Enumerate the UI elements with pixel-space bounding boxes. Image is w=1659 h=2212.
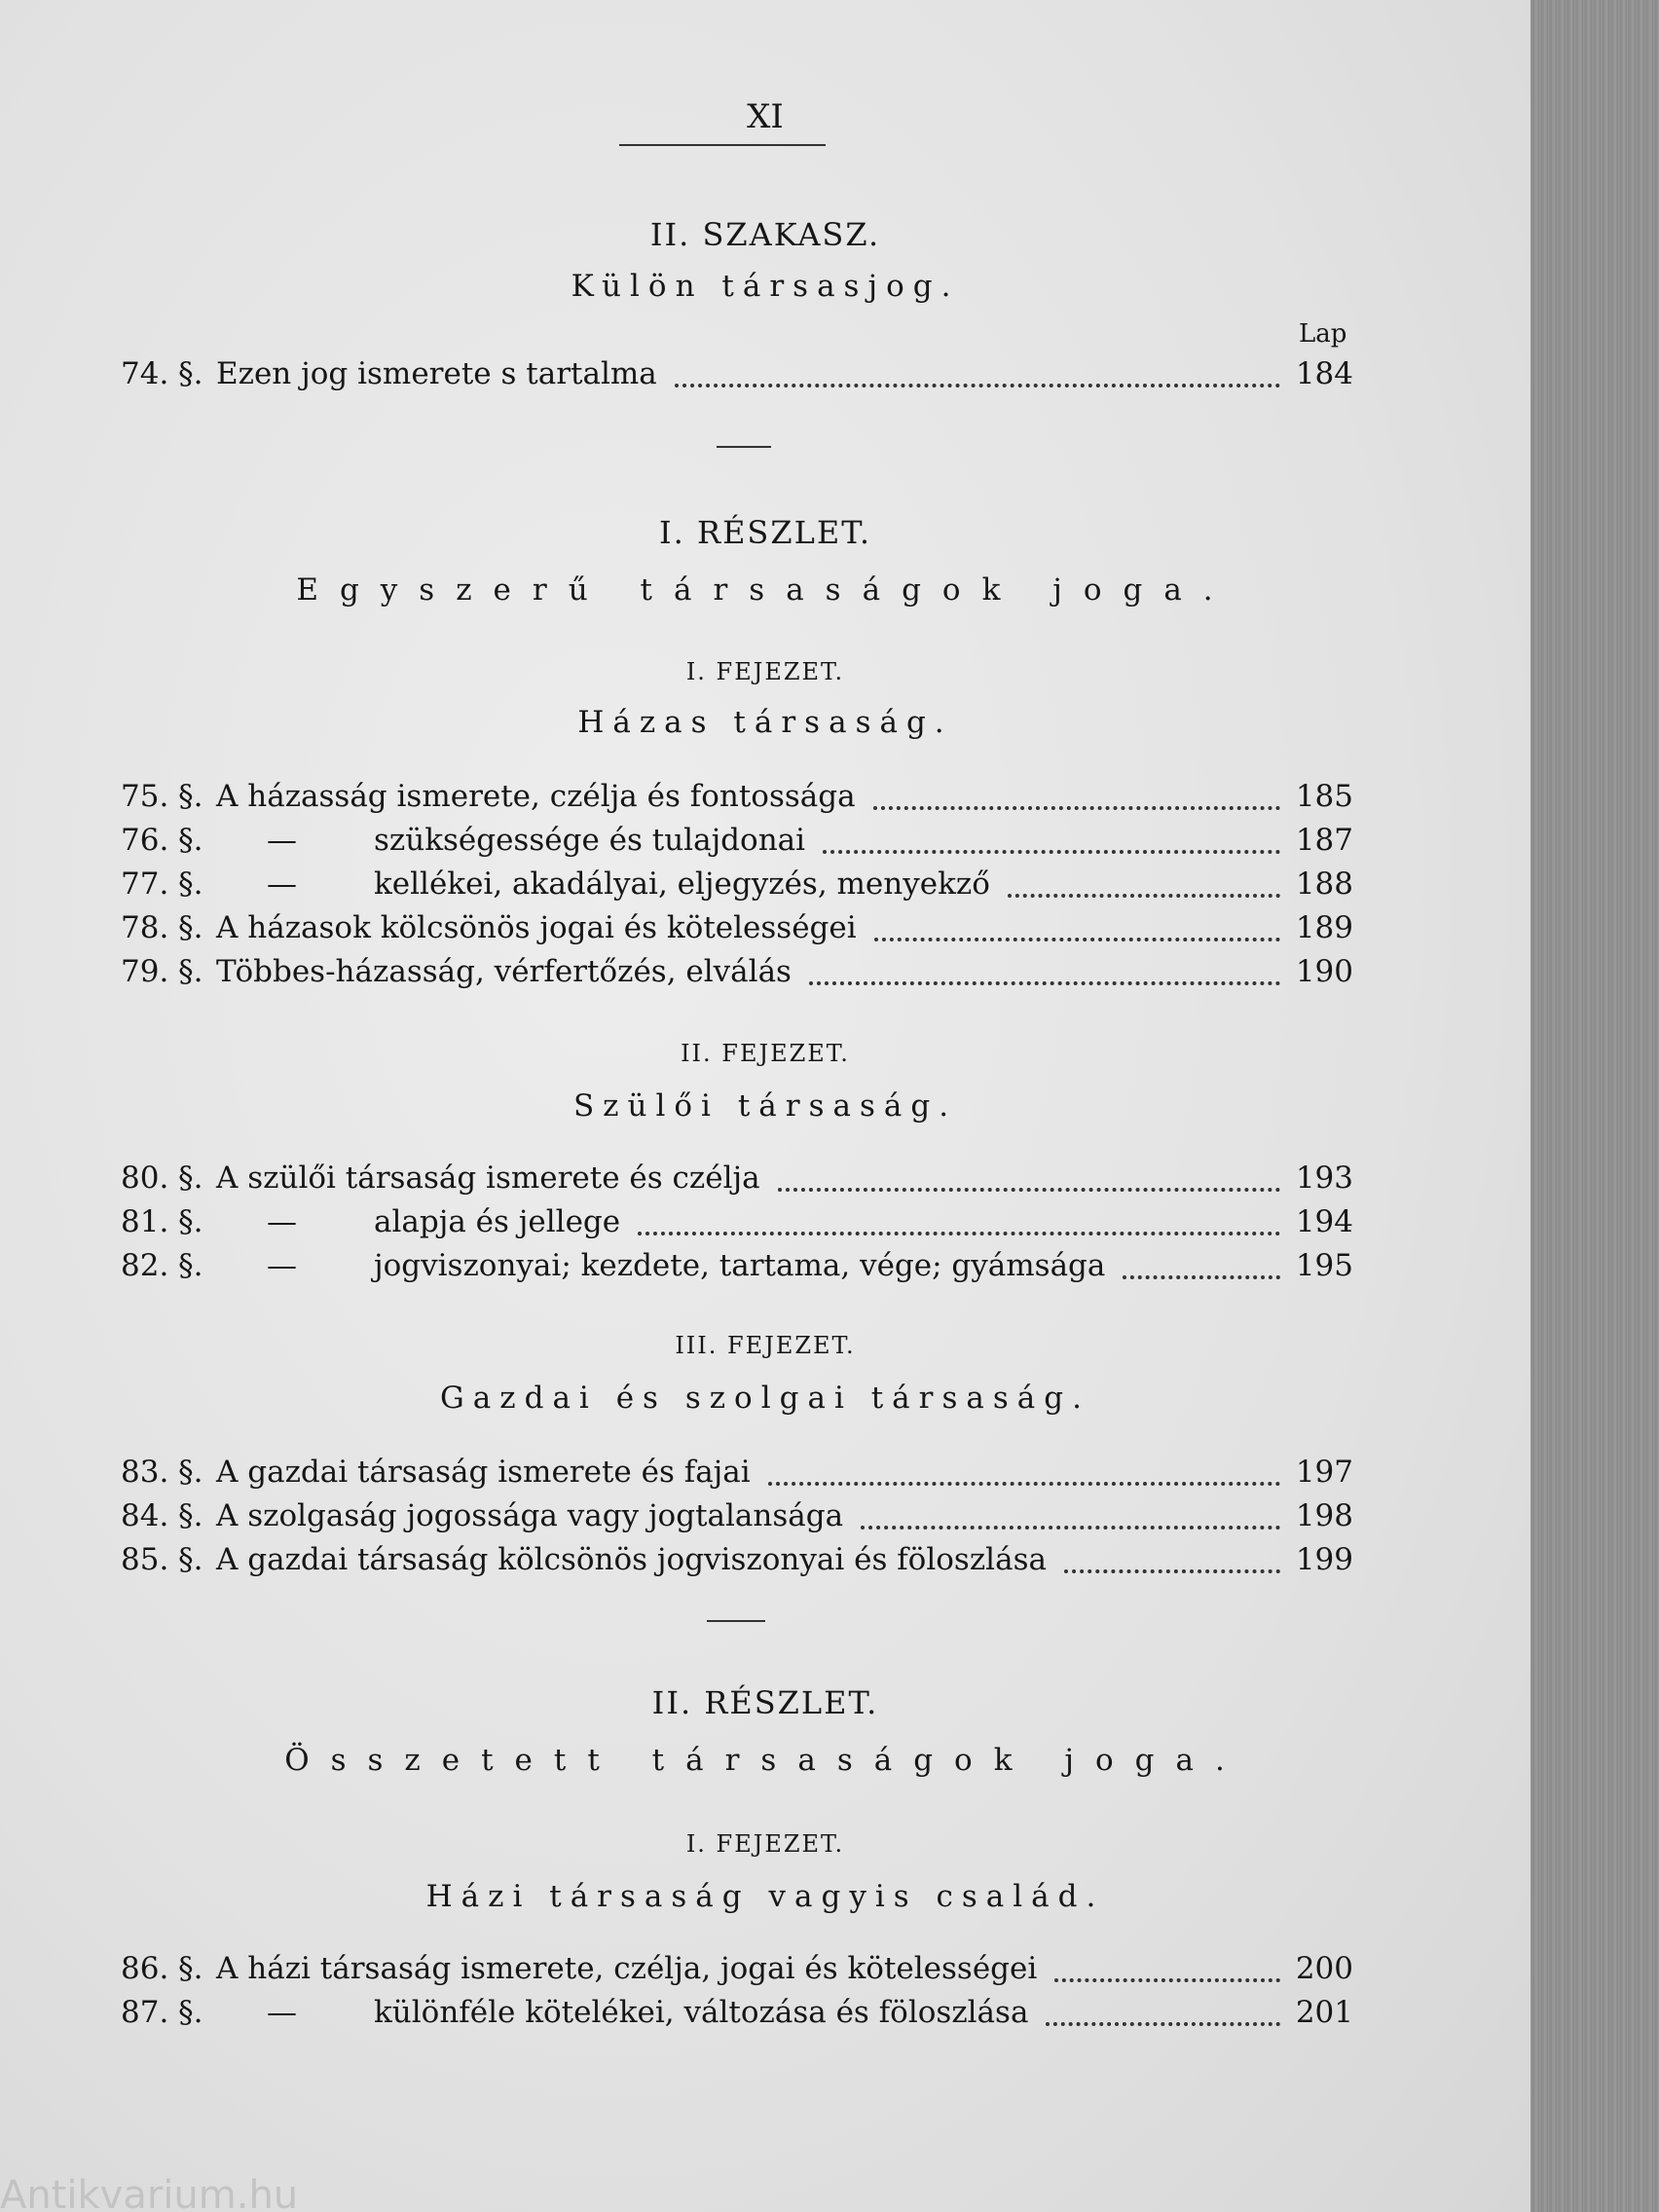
entry-title: A szülői társaság ismerete és czélja	[216, 1161, 760, 1196]
toc-entry	[121, 356, 1353, 399]
section-subtitle: Külön társasjog.	[571, 269, 960, 304]
entry-number: 81. §.	[121, 1204, 203, 1239]
entry-number: 82. §.	[121, 1248, 203, 1283]
dot-leader	[874, 918, 1280, 941]
page-edge	[1530, 0, 1659, 2212]
entry-page: 184	[1295, 356, 1353, 391]
entry-number: 74. §.	[121, 356, 203, 391]
entry-number: 84. §.	[121, 1498, 203, 1533]
entry-title: A házi társaság ismerete, czélja, jogai és kötelességei	[216, 1951, 1038, 1986]
dot-leader	[873, 787, 1280, 810]
dot-leader	[861, 1506, 1280, 1530]
entry-number: 75. §.	[121, 779, 203, 814]
p1c2-label: II. FEJEZET.	[681, 1040, 850, 1067]
ditto-dash: —	[267, 866, 297, 902]
dot-leader	[809, 962, 1280, 985]
dot-leader	[778, 1168, 1280, 1192]
dot-leader	[1123, 1256, 1280, 1279]
entry-number: 77. §.	[121, 866, 203, 902]
short-rule-1	[717, 446, 771, 448]
entry-page: 189	[1295, 910, 1353, 945]
header-rule	[619, 144, 826, 146]
p1c3-label: III. FEJEZET.	[675, 1332, 856, 1359]
dot-leader	[638, 1212, 1280, 1235]
dot-leader	[823, 830, 1280, 854]
p2c1-label: I. FEJEZET.	[685, 1830, 845, 1858]
ditto-dash: —	[267, 1248, 297, 1283]
entry-page: 188	[1295, 866, 1353, 902]
ditto-dash: —	[267, 1995, 297, 2030]
dot-leader	[1054, 1959, 1280, 1982]
entry-title: szükségessége és tulajdonai	[374, 823, 806, 858]
toc-entry	[121, 866, 1353, 909]
entry-number: 79. §.	[121, 954, 203, 989]
entry-title: A házasok kölcsönös jogai és kötelességei	[216, 910, 857, 945]
dot-leader	[768, 1462, 1280, 1486]
watermark-text: Antikvarium.hu	[0, 2173, 299, 2212]
entry-number: 78. §.	[121, 910, 203, 945]
dot-leader	[1008, 874, 1280, 898]
toc-entry	[121, 823, 1353, 866]
p1c3-title: Gazdai és szolgai társaság.	[440, 1381, 1090, 1416]
entry-title: Ezen jog ismerete s tartalma	[216, 356, 657, 391]
entry-title: Többes-házasság, vérfertőzés, elválás	[216, 954, 792, 989]
part2-subtitle: Összetett társaságok joga.	[284, 1743, 1246, 1778]
entry-title: jogviszonyai; kezdete, tartama, vége; gyámsága	[374, 1248, 1106, 1283]
entry-title: A szolgaság jogossága vagy jogtalansága	[216, 1498, 844, 1533]
toc-entry	[121, 1248, 1353, 1291]
dot-leader	[1046, 2003, 1280, 2026]
p2c1-title: Házi társaság vagyis család.	[425, 1879, 1105, 1914]
part2-title: II. RÉSZLET.	[651, 1684, 879, 1721]
entry-number: 86. §.	[121, 1951, 203, 1986]
toc-entry	[121, 779, 1353, 822]
entry-number: 85. §.	[121, 1542, 203, 1577]
toc-entry	[121, 1542, 1353, 1585]
toc-entry	[121, 1951, 1353, 1994]
p1c2-title: Szülői társaság.	[572, 1088, 958, 1124]
entry-page: 195	[1295, 1248, 1353, 1283]
ditto-dash: —	[267, 823, 297, 858]
page-number: XI	[747, 97, 784, 136]
p1c1-title: Házas társaság.	[577, 705, 953, 740]
toc-entry	[121, 1455, 1353, 1497]
entry-number: 87. §.	[121, 1995, 203, 2030]
toc-entry	[121, 1995, 1353, 2038]
entry-title: A házasság ismerete, czélja és fontossága	[216, 779, 856, 814]
dot-leader	[675, 364, 1280, 387]
toc-entry	[121, 1204, 1353, 1247]
entry-page: 190	[1295, 954, 1353, 989]
toc-entry	[121, 1498, 1353, 1541]
part1-subtitle: Egyszerű társaságok joga.	[296, 572, 1235, 608]
entry-page: 200	[1295, 1951, 1353, 1986]
p1c1-label: I. FEJEZET.	[685, 658, 845, 685]
entry-page: 197	[1295, 1455, 1353, 1490]
section-title: II. SZAKASZ.	[649, 216, 881, 253]
entry-title: alapja és jellege	[374, 1204, 621, 1239]
dot-leader	[1064, 1550, 1280, 1573]
entry-page: 185	[1295, 779, 1353, 814]
entry-number: 76. §.	[121, 823, 203, 858]
entry-number: 83. §.	[121, 1455, 203, 1490]
short-rule-2	[707, 1620, 765, 1622]
entry-number: 80. §.	[121, 1161, 203, 1196]
entry-title: A gazdai társaság kölcsönös jogviszonyai és föloszlása	[216, 1542, 1047, 1577]
toc-entry	[121, 954, 1353, 997]
entry-page: 198	[1295, 1498, 1353, 1533]
entry-title: különféle kötelékei, változása és föloszlása	[374, 1995, 1029, 2030]
entry-title: kellékei, akadályai, eljegyzés, menyekző	[374, 866, 990, 902]
toc-entry	[121, 1161, 1353, 1203]
entry-page: 199	[1295, 1542, 1353, 1577]
entry-page: 187	[1295, 823, 1353, 858]
entry-page: 193	[1295, 1161, 1353, 1196]
part1-title: I. RÉSZLET.	[658, 514, 871, 551]
toc-entry	[121, 910, 1353, 953]
ditto-dash: —	[267, 1204, 297, 1239]
entry-page: 194	[1295, 1204, 1353, 1239]
lap-label: Lap	[1299, 319, 1347, 349]
entry-page: 201	[1295, 1995, 1353, 2030]
entry-title: A gazdai társaság ismerete és fajai	[216, 1455, 751, 1490]
